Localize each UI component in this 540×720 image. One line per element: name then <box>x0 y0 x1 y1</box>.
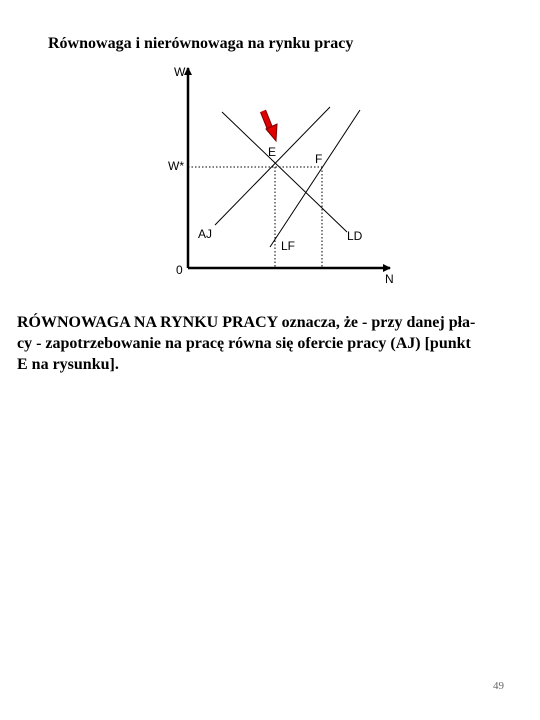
labor-demand-curve <box>222 112 347 232</box>
y-axis-label: W <box>174 65 186 79</box>
curve-aj-label: AJ <box>198 227 213 241</box>
page-title: Równowaga i nierównowaga na rynku pracy <box>48 35 354 52</box>
labor-market-diagram <box>0 0 540 300</box>
point-f-label: F <box>315 152 323 166</box>
definition-paragraph: RÓWNOWAGA NA RYNKU PRACY oznacza, że - przy danej pła- cy - zapotrzebowanie na pracę równa się ofercie pracy (AJ) [punkt E na rysunku]. <box>17 314 476 373</box>
x-axis-label: N <box>385 272 394 286</box>
page-number: 49 <box>493 680 504 692</box>
origin-label: 0 <box>176 263 183 277</box>
curve-ld-label: LD <box>347 229 363 243</box>
red-arrow-icon <box>263 111 277 141</box>
equilibrium-wage-label: W* <box>168 159 184 173</box>
curve-lf-label: LF <box>281 239 296 253</box>
point-e-label: E <box>268 145 277 159</box>
labor-supply-aj-curve <box>215 107 330 225</box>
labor-force-lf-curve <box>270 110 360 247</box>
